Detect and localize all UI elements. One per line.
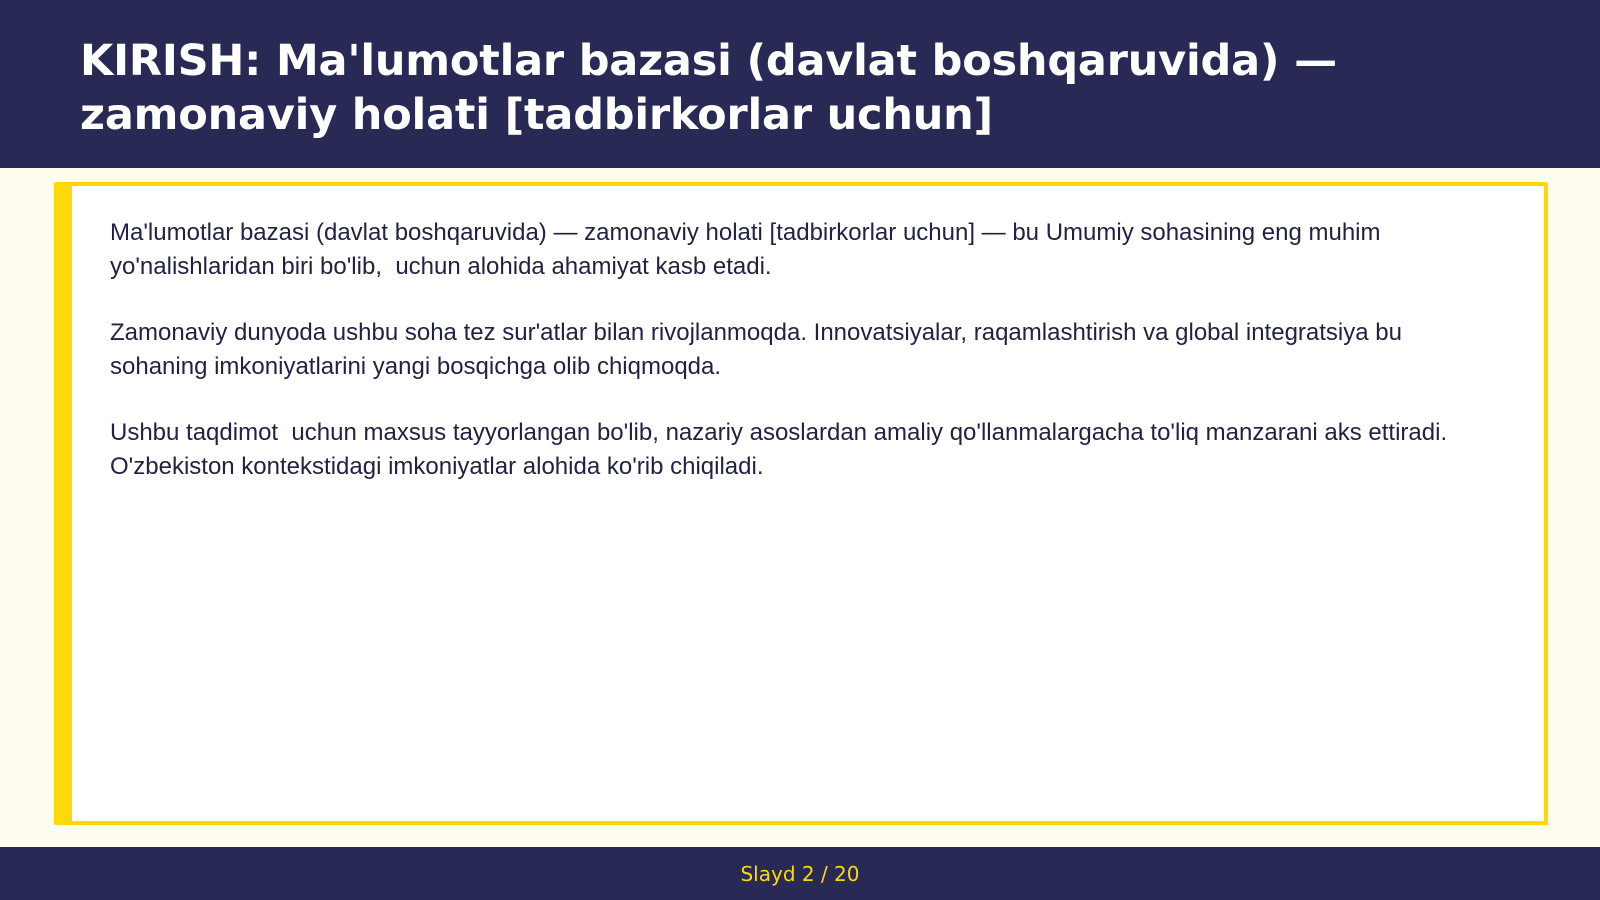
content-card [54,182,1548,825]
modern-world-paragraph: Zamonaviy dunyoda ushbu soha tez sur'atlar bilan rivojlanmoqda. Innovatsiyalar, raqamlashtirish va global integratsiya bu sohaning imkoniyatlarini yangi bosqichga olib chiqmoqda. [110,319,1409,380]
slide-footer [0,847,1600,900]
presentation-purpose-paragraph: Ushbu taqdimot uchun maxsus tayyorlangan bo'lib, nazariy asoslardan amaliy qo'llanmalargacha to'liq manzarani aks ettiradi. O'zbekiston kontekstidagi imkoniyatlar alohida ko'rib chiqiladi. [110,419,1454,480]
slide-title: KIRISH: Ma'lumotlar bazasi (davlat boshqaruvida) — zamonaviy holati [tadbirkorlar uchun] [80,36,1337,140]
intro-paragraph: Ma'lumotlar bazasi (davlat boshqaruvida) — zamonaviy holati [tadbirkorlar uchun] — bu Umumiy sohasining eng muhim yo'nalishlaridan biri bo'lib, uchun alohida ahamiyat kasb etadi. [110,219,1388,280]
slide-number: Slayd 2 / 20 [740,861,860,886]
slide-header [0,0,1600,168]
